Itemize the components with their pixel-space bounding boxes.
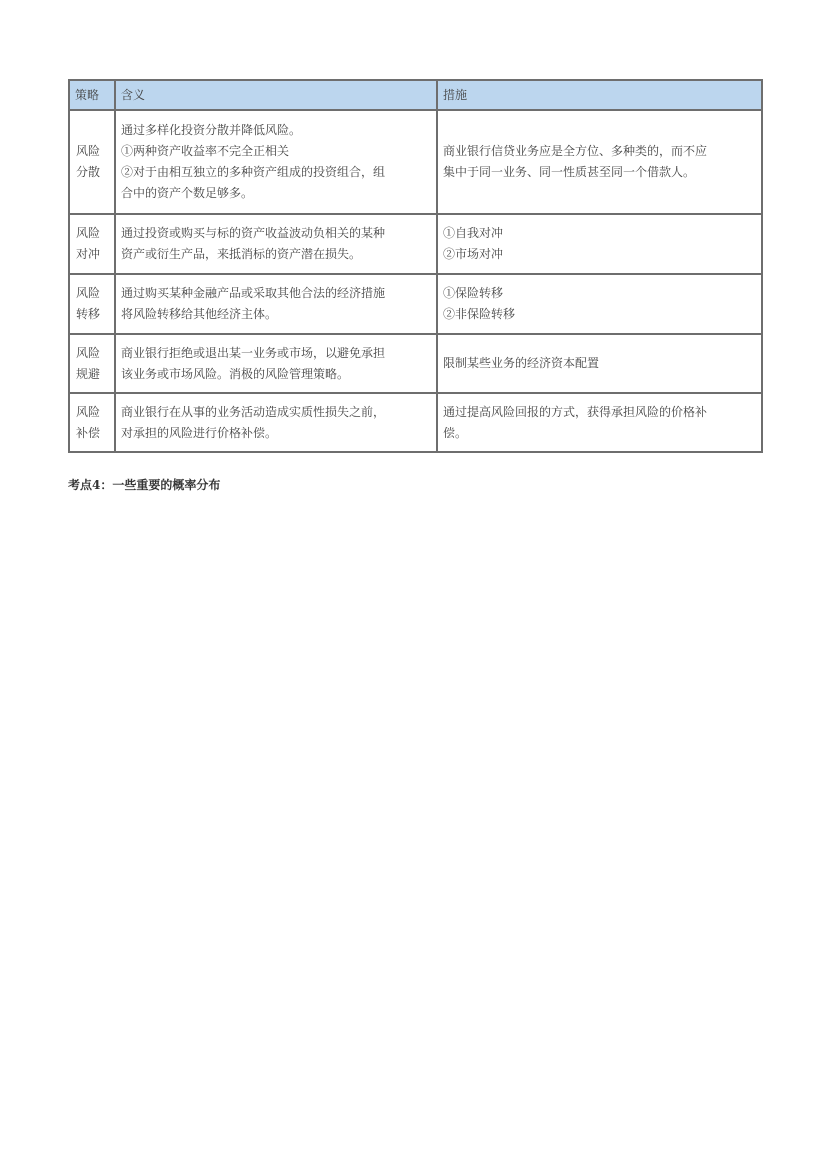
meaning-cell [115,334,437,393]
meaning-text: 资产或衍生产品，来抵消标的资产潜在损失。 [121,247,362,261]
strategy-text: 转移 [76,307,101,321]
meaning-text: 该业务或市场风险。消极的风险管理策略。 [121,366,350,381]
measures-cell [437,334,762,393]
header-strategy: 策略 [69,80,115,110]
measures-text: ②市场对冲 [443,247,504,261]
risk-strategy-table [68,79,763,453]
strategy-cell [69,274,115,334]
meaning-cell [115,274,437,334]
measures-text: 偿。 [443,425,468,440]
meaning-text: 商业银行拒绝或退出某一业务或市场，以避免承担 [121,345,386,360]
table-row [69,214,762,274]
table-row [69,274,762,334]
meaning-text: ①两种资产收益率不完全正相关 [121,144,290,158]
measures-text: ①自我对冲 [443,226,504,240]
strategy-text: 对冲 [76,247,101,261]
document-page [68,79,761,453]
measures-text: 商业银行信贷业务应是全方位、多种类的，而不应 [443,144,708,158]
strategy-text: 风险 [76,144,101,158]
measures-cell [437,393,762,452]
strategy-text: 风险 [76,404,101,419]
measures-cell [437,214,762,274]
strategy-cell [69,393,115,452]
meaning-cell [115,110,437,214]
meaning-text: 商业银行在从事的业务活动造成实质性损失之前， [121,404,386,419]
meaning-text: 通过多样化投资分散并降低风险。 [121,123,302,137]
measures-cell [437,110,762,214]
table-row [69,393,762,452]
strategy-text: 分散 [76,165,101,179]
meaning-cell [115,214,437,274]
strategy-text: 风险 [76,226,101,240]
measures-text: ②非保险转移 [443,307,516,321]
strategy-text: 风险 [76,286,101,300]
measures-text: 通过提高风险回报的方式，获得承担风险的价格补 [443,404,708,419]
meaning-cell [115,393,437,452]
table-header-row [69,80,762,110]
section-heading: 考点4：一些重要的概率分布 [68,478,221,492]
table-row [69,334,762,393]
meaning-text: 合中的资产个数足够多。 [121,186,254,200]
measures-cell [437,274,762,334]
measures-text: ①保险转移 [443,286,504,300]
meaning-text: 对承担的风险进行价格补偿。 [121,425,278,440]
table-row [69,110,762,214]
meaning-text: 通过投资或购买与标的资产收益波动负相关的某种 [121,226,386,240]
header-meaning: 含义 [115,80,437,110]
measures-text: 限制某些业务的经济资本配置 [443,356,600,370]
meaning-text: 通过购买某种金融产品或采取其他合法的经济措施 [121,286,386,300]
strategy-text: 补偿 [76,425,101,440]
measures-text: 集中于同一业务、同一性质甚至同一个借款人。 [443,165,696,179]
strategy-cell [69,334,115,393]
strategy-text: 风险 [76,345,101,360]
header-measures: 措施 [437,80,762,110]
strategy-text: 规避 [76,366,101,381]
meaning-text: 将风险转移给其他经济主体。 [121,307,278,321]
strategy-cell [69,214,115,274]
strategy-cell [69,110,115,214]
meaning-text: ②对于由相互独立的多种资产组成的投资组合，组 [121,165,386,179]
